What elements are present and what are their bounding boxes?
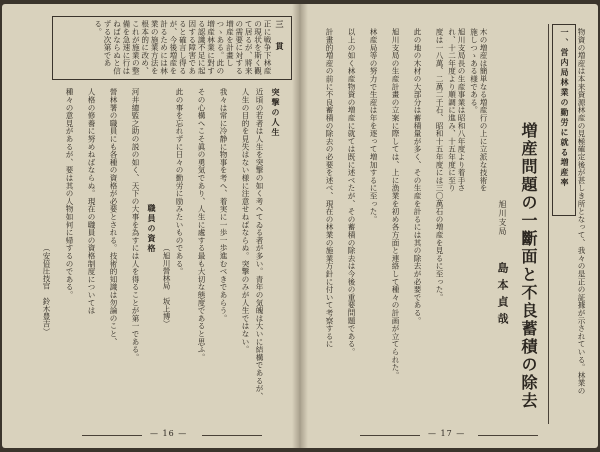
section2-body-c: 人格の修養に努めねばならぬ。現在の職員の資格制度については: [87, 88, 96, 315]
section2-body-d: 種々の意見があるが、要は其の人物如何に帰するのである。: [65, 88, 74, 299]
page-17: [300, 4, 598, 448]
body-col-3: 旭川支局長の生産事業は昭和八年度より着手され、十二年度より順調に進み、十五年度に至り: [447, 28, 466, 192]
body-col-5: 此の地の木材の大部分は蓄積量が多く、その生産を計るには其の除去が必要である。: [413, 28, 422, 325]
footer-rule-left-b: [202, 435, 262, 436]
page-number-17: — 17 —: [428, 429, 466, 438]
signature-1: （旭川營林局 坂上博）: [162, 244, 171, 328]
author-name: 島本貞哉: [496, 262, 509, 330]
section2-body-a: 河井總監之助の説の如く、天下の大事を為すには人を得ることが第一である。: [131, 88, 140, 361]
section1-body-c: 我々は常に冷静に物事を考へ、着実に一歩一歩進むべきであらう。: [219, 88, 228, 322]
footer-rule-right-b: [478, 435, 538, 436]
title-separator: [548, 24, 549, 424]
section-heading: 一、営内局林業の勤労に就る増産率: [560, 28, 570, 188]
body-col-8: 以上の如く林産物資の増産に就ては既に述べたが、その蓄積の除去は今後の重要問題である。: [347, 28, 356, 356]
footer-rule-left-a: [82, 435, 142, 436]
body-col-1: 物資の増産は本来資源林産の見極確定後が甚しき所となって、我々の是正の証據が示されている。林業の: [577, 28, 586, 395]
body-col-9: 計畫的増産の前に不良蓄積の除去の必要を述べ、現在の林業の施業方針に付いて考察するに: [325, 28, 334, 348]
top-notice-text: 正に戦争下林産の現状を斯く觀て居るが、將来の需要に対する増産を計畫しつゝある。此の増産林業に對する認識不足に起因する障害であると確言し得るが、今後増産を計るためには林業の施業方法を根本的に改め、これが施業の整備を急速に行はねばならぬと信ずる次第である。: [93, 20, 272, 75]
page-16: [2, 4, 300, 448]
body-col-7: 林産局等の努力で生産は年を逐って増加するに至った。: [369, 28, 378, 223]
body-col-4: 度は一八萬、二萬二千石、昭和十五年度には三〇萬石の増産を見るに至った。: [435, 28, 444, 301]
body-col-2: 木の増産は簡単なる増産行の上に立派な技術を施しつゝある様である。: [469, 28, 488, 192]
section2-body-b: 營林署の職員にも各種の資格が必要とされる。技術的知識は勿論のこと、: [109, 88, 118, 346]
body-col-6: 旭川支局の生産計畫の立案に際しては、上に漁業を初め各方面と連絡して種々の計画が立てられた。: [391, 28, 400, 379]
section1-body-d: その心構へこそ眞の勇気であり、人生に處する最も大切な態度であると思ふ。: [197, 88, 206, 361]
book-gutter: [292, 4, 308, 448]
signature-2: （安倍圧技官 鈴木豊吉）: [42, 244, 51, 336]
author-affiliation: 旭川支局: [498, 200, 507, 236]
section1-body-a: 近頃の若者は人生を突撃の如く考へてゐる者が多い。青年の気魄は大いに結構であるが、: [255, 88, 264, 400]
page-number-16: — 16 —: [150, 429, 188, 438]
footer-rule-right-a: [360, 435, 420, 436]
section1-body-e: 此の事を忘れずに日々の勤労に励みたいものである。: [175, 88, 184, 276]
section-heading-2: 職員の資格: [147, 204, 157, 254]
section-heading-1: 突撃の人生: [271, 88, 281, 138]
article-title: 増産問題の一斷面と不良蓄積の除去: [519, 122, 538, 410]
section1-body-b: 人生の目的を見失はない様に注意せねばならぬ。突撃のみが人生ではない。: [241, 88, 250, 354]
top-notice-header: 三 貫: [275, 20, 285, 52]
